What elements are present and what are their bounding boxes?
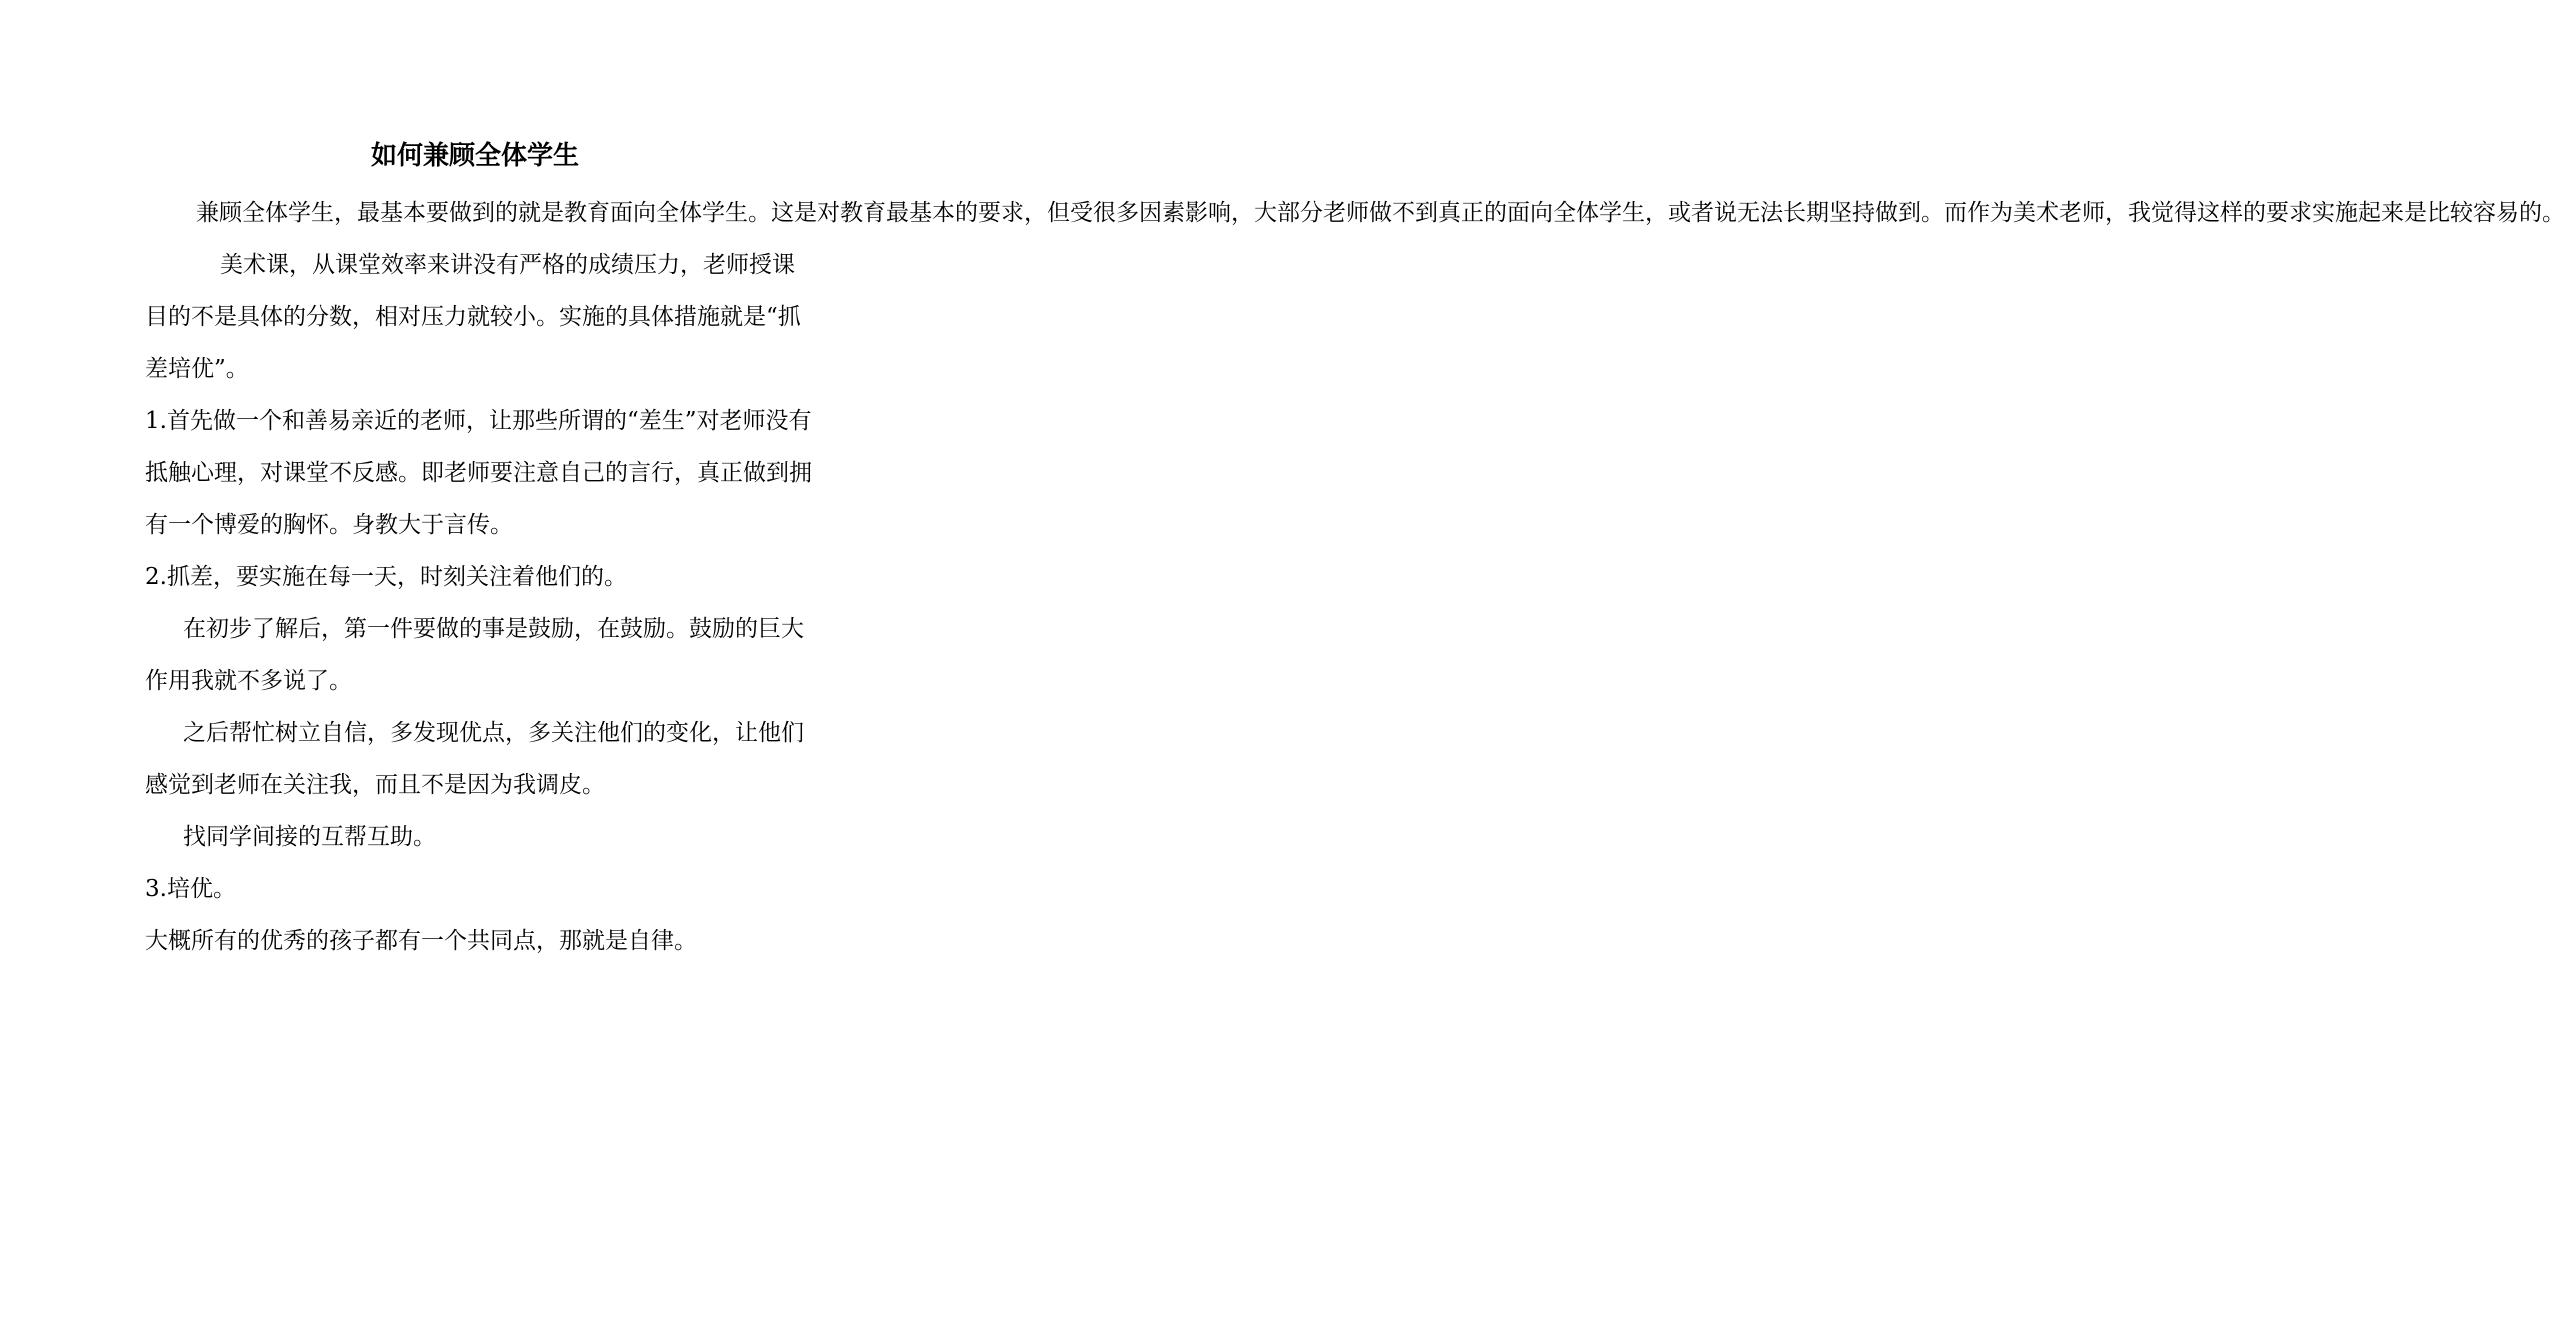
paragraph-encourage: 在初步了解后，第一件要做的事是鼓励，在鼓励。鼓励的巨大作用我就不多说了。 xyxy=(145,616,804,694)
paragraph-self-discipline: 大概所有的优秀的孩子都有一个共同点，那就是自律。 xyxy=(145,928,697,954)
paragraph-art-class: 美术课，从课堂效率来讲没有严格的成绩压力，老师授课目的不是具体的分数，相对压力就较小。实施的具体措施就是“抓差培优”。 xyxy=(145,252,801,382)
document-title: 如何兼顾全体学生 xyxy=(370,141,579,171)
paragraph-point-3: 3.培优。 xyxy=(145,876,236,902)
paragraph-point-1: 1.首先做一个和善易亲近的老师，让那些所谓的“差生”对老师没有抵触心理，对课堂不反感。即老师要注意自己的言行，真正做到拥有一个博爱的胸怀。身教大于言传。 xyxy=(145,408,812,538)
paragraph-point-2: 2.抓差，要实施在每一天，时刻关注着他们的。 xyxy=(145,564,627,590)
paragraph-confidence: 之后帮忙树立自信，多发现优点，多关注他们的变化，让他们感觉到老师在关注我，而且不是因为我调皮。 xyxy=(145,720,804,798)
document-body xyxy=(145,187,2565,967)
paragraph-peer-help: 找同学间接的互帮互助。 xyxy=(183,824,436,850)
paragraph-intro: 兼顾全体学生，最基本要做到的就是教育面向全体学生。这是对教育最基本的要求，但受很多因素影响，大部分老师做不到真正的面向全体学生，或者说无法长期坚持做到。而作为美术老师，我觉得这样的要求实施起来是比较容易的。 xyxy=(196,200,2565,226)
